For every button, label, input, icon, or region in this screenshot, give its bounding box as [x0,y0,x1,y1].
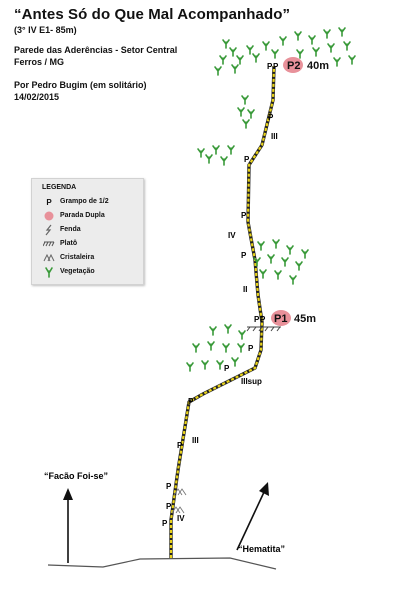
bolt-symbol: P [46,197,52,207]
legend-label: Parada Dupla [60,212,105,219]
double-belay-dot-icon [42,210,56,222]
bolt-marker: P [267,62,273,71]
belay-p2-label: P2 [287,60,301,72]
belay-p1-height: 45m [294,313,317,325]
legend-label: Grampo de 1/2 [60,198,109,205]
wall-location: Ferros / MG [14,57,65,67]
climber-name: Por Pedro Bugim (em solitário) [14,80,147,90]
ledge-p1 [247,327,281,331]
legend-label: Vegetação [60,268,95,275]
legend-title: LEGENDA [42,184,77,191]
route-title: “Antes Só do Que Mal Acompanhado” [14,6,291,23]
belay-p2-height: 40m [307,60,330,72]
route-line [171,66,274,558]
grade-label: II [243,285,248,294]
vegetation-lower [187,325,245,371]
grade-label: III [271,132,278,141]
crystal-icon [42,252,56,264]
legend-item-ledge [42,238,142,250]
belay-p1 [271,310,316,326]
belay-p2 [283,57,329,73]
vegetation-icon [42,266,56,278]
ground-line [48,558,276,569]
grade-label: IV [177,514,185,523]
legend-label: Fenda [60,226,81,233]
bolt-marker: P [224,364,230,373]
right-neighbor-arrow [237,482,269,550]
bolt-marker: P [166,482,172,491]
wall-name: Parede das Aderências - Setor Central [14,45,178,55]
legend-item-vegetation [42,266,142,278]
bolt-marker: P [241,211,247,220]
legend-item-crack [42,224,142,236]
route-grade: (3° IV E1- 85m) [14,25,77,35]
bolt-marker: P [241,251,247,260]
bolt-marker: P [188,397,194,406]
crack-icon [42,224,56,236]
legend-item-bolt [42,196,142,208]
bolt-marker: P [162,519,168,528]
bolt-marker: P [177,441,183,450]
climb-date: 14/02/2015 [14,92,60,102]
bolt-marker: P [166,502,172,511]
legend-label: Cristaleira [60,254,95,261]
grade-label: IIIsup [241,377,262,386]
left-neighbor-label: “Facão Foi-se” [44,471,109,481]
ledge-icon [42,238,56,250]
bolt-marker: P [248,344,254,353]
belay-p1-label: P1 [274,313,288,325]
bolt-marker: P [244,155,250,164]
vegetation-mid [254,240,308,284]
legend-item-crystal [42,252,142,264]
left-neighbor-arrow [63,488,73,563]
bolt-marker: P [254,315,260,324]
right-neighbor-label: “Hematita” [238,544,286,554]
grade-label: IV [228,231,236,240]
grade-label: III [192,436,199,445]
legend-label: Platô [60,240,78,247]
bolt-marker: P [273,62,279,71]
legend-item-belay [42,210,142,222]
bolt-marker: P [268,113,274,122]
legend-box [31,178,144,285]
bolt-marker: P [260,315,266,324]
